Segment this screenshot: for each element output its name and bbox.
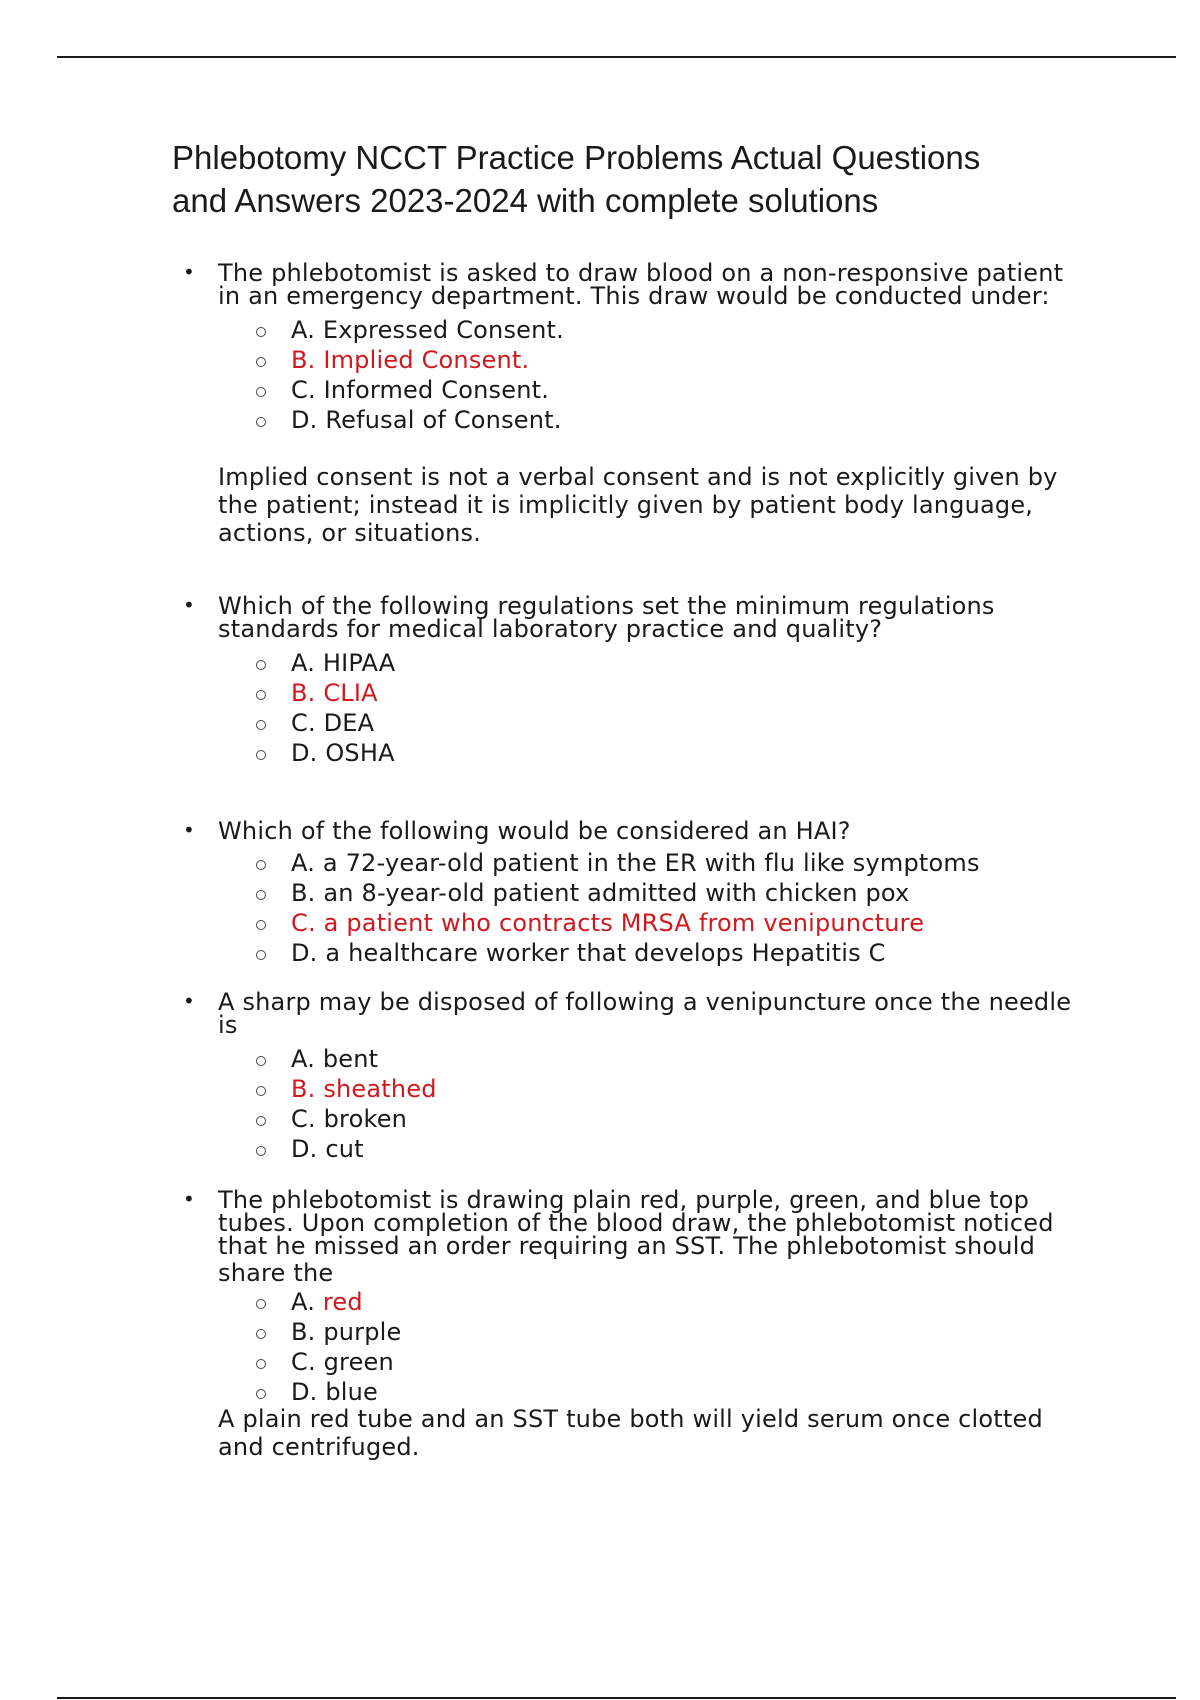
option-b-correct: B. Implied Consent. [0, 345, 1200, 375]
title-line-2: and Answers 2023-2024 with complete solutions [172, 182, 879, 219]
question-prompt: • The phlebotomist is drawing plain red, purple, green, and blue top tubes. Upon completion of the blood draw, the phlebotomist noticed that he missed an order requiring an SST. The phlebotomist should [183, 1186, 1054, 1260]
circle-bullet-icon [256, 720, 266, 730]
circle-bullet-icon [256, 1329, 266, 1339]
correct-answer: red [322, 1288, 363, 1316]
option-d: D. blue [0, 1377, 1200, 1407]
option-b: B. purple [0, 1317, 1200, 1347]
option-c: C. DEA [0, 708, 1200, 738]
answer-options [0, 648, 1200, 768]
question-2 [0, 592, 1200, 768]
question-1 [0, 259, 1200, 547]
bullet-icon: • [183, 593, 195, 617]
circle-bullet-icon [256, 417, 266, 427]
circle-bullet-icon [256, 1116, 266, 1126]
question-prompt-continuation: share the [218, 1259, 334, 1287]
top-rule [57, 56, 1176, 58]
circle-bullet-icon [256, 1086, 266, 1096]
title-line-1: Phlebotomy NCCT Practice Problems Actual Questions [172, 139, 981, 176]
option-c: C. Informed Consent. [0, 375, 1200, 405]
option-c-correct: C. a patient who contracts MRSA from venipuncture [0, 908, 1200, 938]
option-b-correct: B. CLIA [0, 678, 1200, 708]
bullet-icon: • [183, 818, 195, 842]
question-prompt: • Which of the following would be considered an HAI? [183, 817, 851, 845]
answer-options [0, 848, 1200, 968]
option-a-correct: A. red [0, 1287, 1200, 1317]
circle-bullet-icon [256, 860, 266, 870]
answer-options [0, 315, 1200, 435]
circle-bullet-icon [256, 920, 266, 930]
bullet-icon: • [183, 1187, 195, 1211]
circle-bullet-icon [256, 1359, 266, 1369]
answer-options [0, 1287, 1200, 1407]
option-a: A. Expressed Consent. [0, 315, 1200, 345]
option-d: D. OSHA [0, 738, 1200, 768]
circle-bullet-icon [256, 690, 266, 700]
explanation: Implied consent is not a verbal consent and is not explicitly given by the patient; instead it is implicitly given by patient body language, actions, or situations. [218, 463, 1058, 547]
circle-bullet-icon [256, 357, 266, 367]
option-c: C. green [0, 1347, 1200, 1377]
circle-bullet-icon [256, 950, 266, 960]
circle-bullet-icon [256, 327, 266, 337]
question-prompt: • The phlebotomist is asked to draw blood on a non-responsive patient in an emergency department. This draw would be conducted under: [183, 259, 1064, 310]
circle-bullet-icon [256, 660, 266, 670]
explanation: A plain red tube and an SST tube both will yield serum once clotted and centrifuged. [218, 1405, 1043, 1461]
option-d: D. cut [0, 1134, 1200, 1164]
question-prompt: • Which of the following regulations set the minimum regulations standards for medical laboratory practice and quality? [183, 592, 995, 643]
circle-bullet-icon [256, 890, 266, 900]
answer-options [0, 1044, 1200, 1164]
circle-bullet-icon [256, 387, 266, 397]
question-3 [0, 817, 1200, 968]
option-d: D. Refusal of Consent. [0, 405, 1200, 435]
circle-bullet-icon [256, 750, 266, 760]
option-a: A. bent [0, 1044, 1200, 1074]
question-4 [0, 988, 1200, 1164]
question-prompt: • A sharp may be disposed of following a venipuncture once the needle is [183, 988, 1072, 1039]
option-c: C. broken [0, 1104, 1200, 1134]
option-d: D. a healthcare worker that develops Hepatitis C [0, 938, 1200, 968]
circle-bullet-icon [256, 1299, 266, 1309]
bullet-icon: • [183, 260, 195, 284]
option-b-correct: B. sheathed [0, 1074, 1200, 1104]
circle-bullet-icon [256, 1056, 266, 1066]
circle-bullet-icon [256, 1389, 266, 1399]
question-5 [0, 1186, 1200, 1461]
bullet-icon: • [183, 989, 195, 1013]
option-a: A. a 72-year-old patient in the ER with flu like symptoms [0, 848, 1200, 878]
bottom-rule [57, 1697, 1176, 1699]
option-b: B. an 8-year-old patient admitted with chicken pox [0, 878, 1200, 908]
option-a: A. HIPAA [0, 648, 1200, 678]
document-title [172, 136, 1102, 222]
circle-bullet-icon [256, 1146, 266, 1156]
